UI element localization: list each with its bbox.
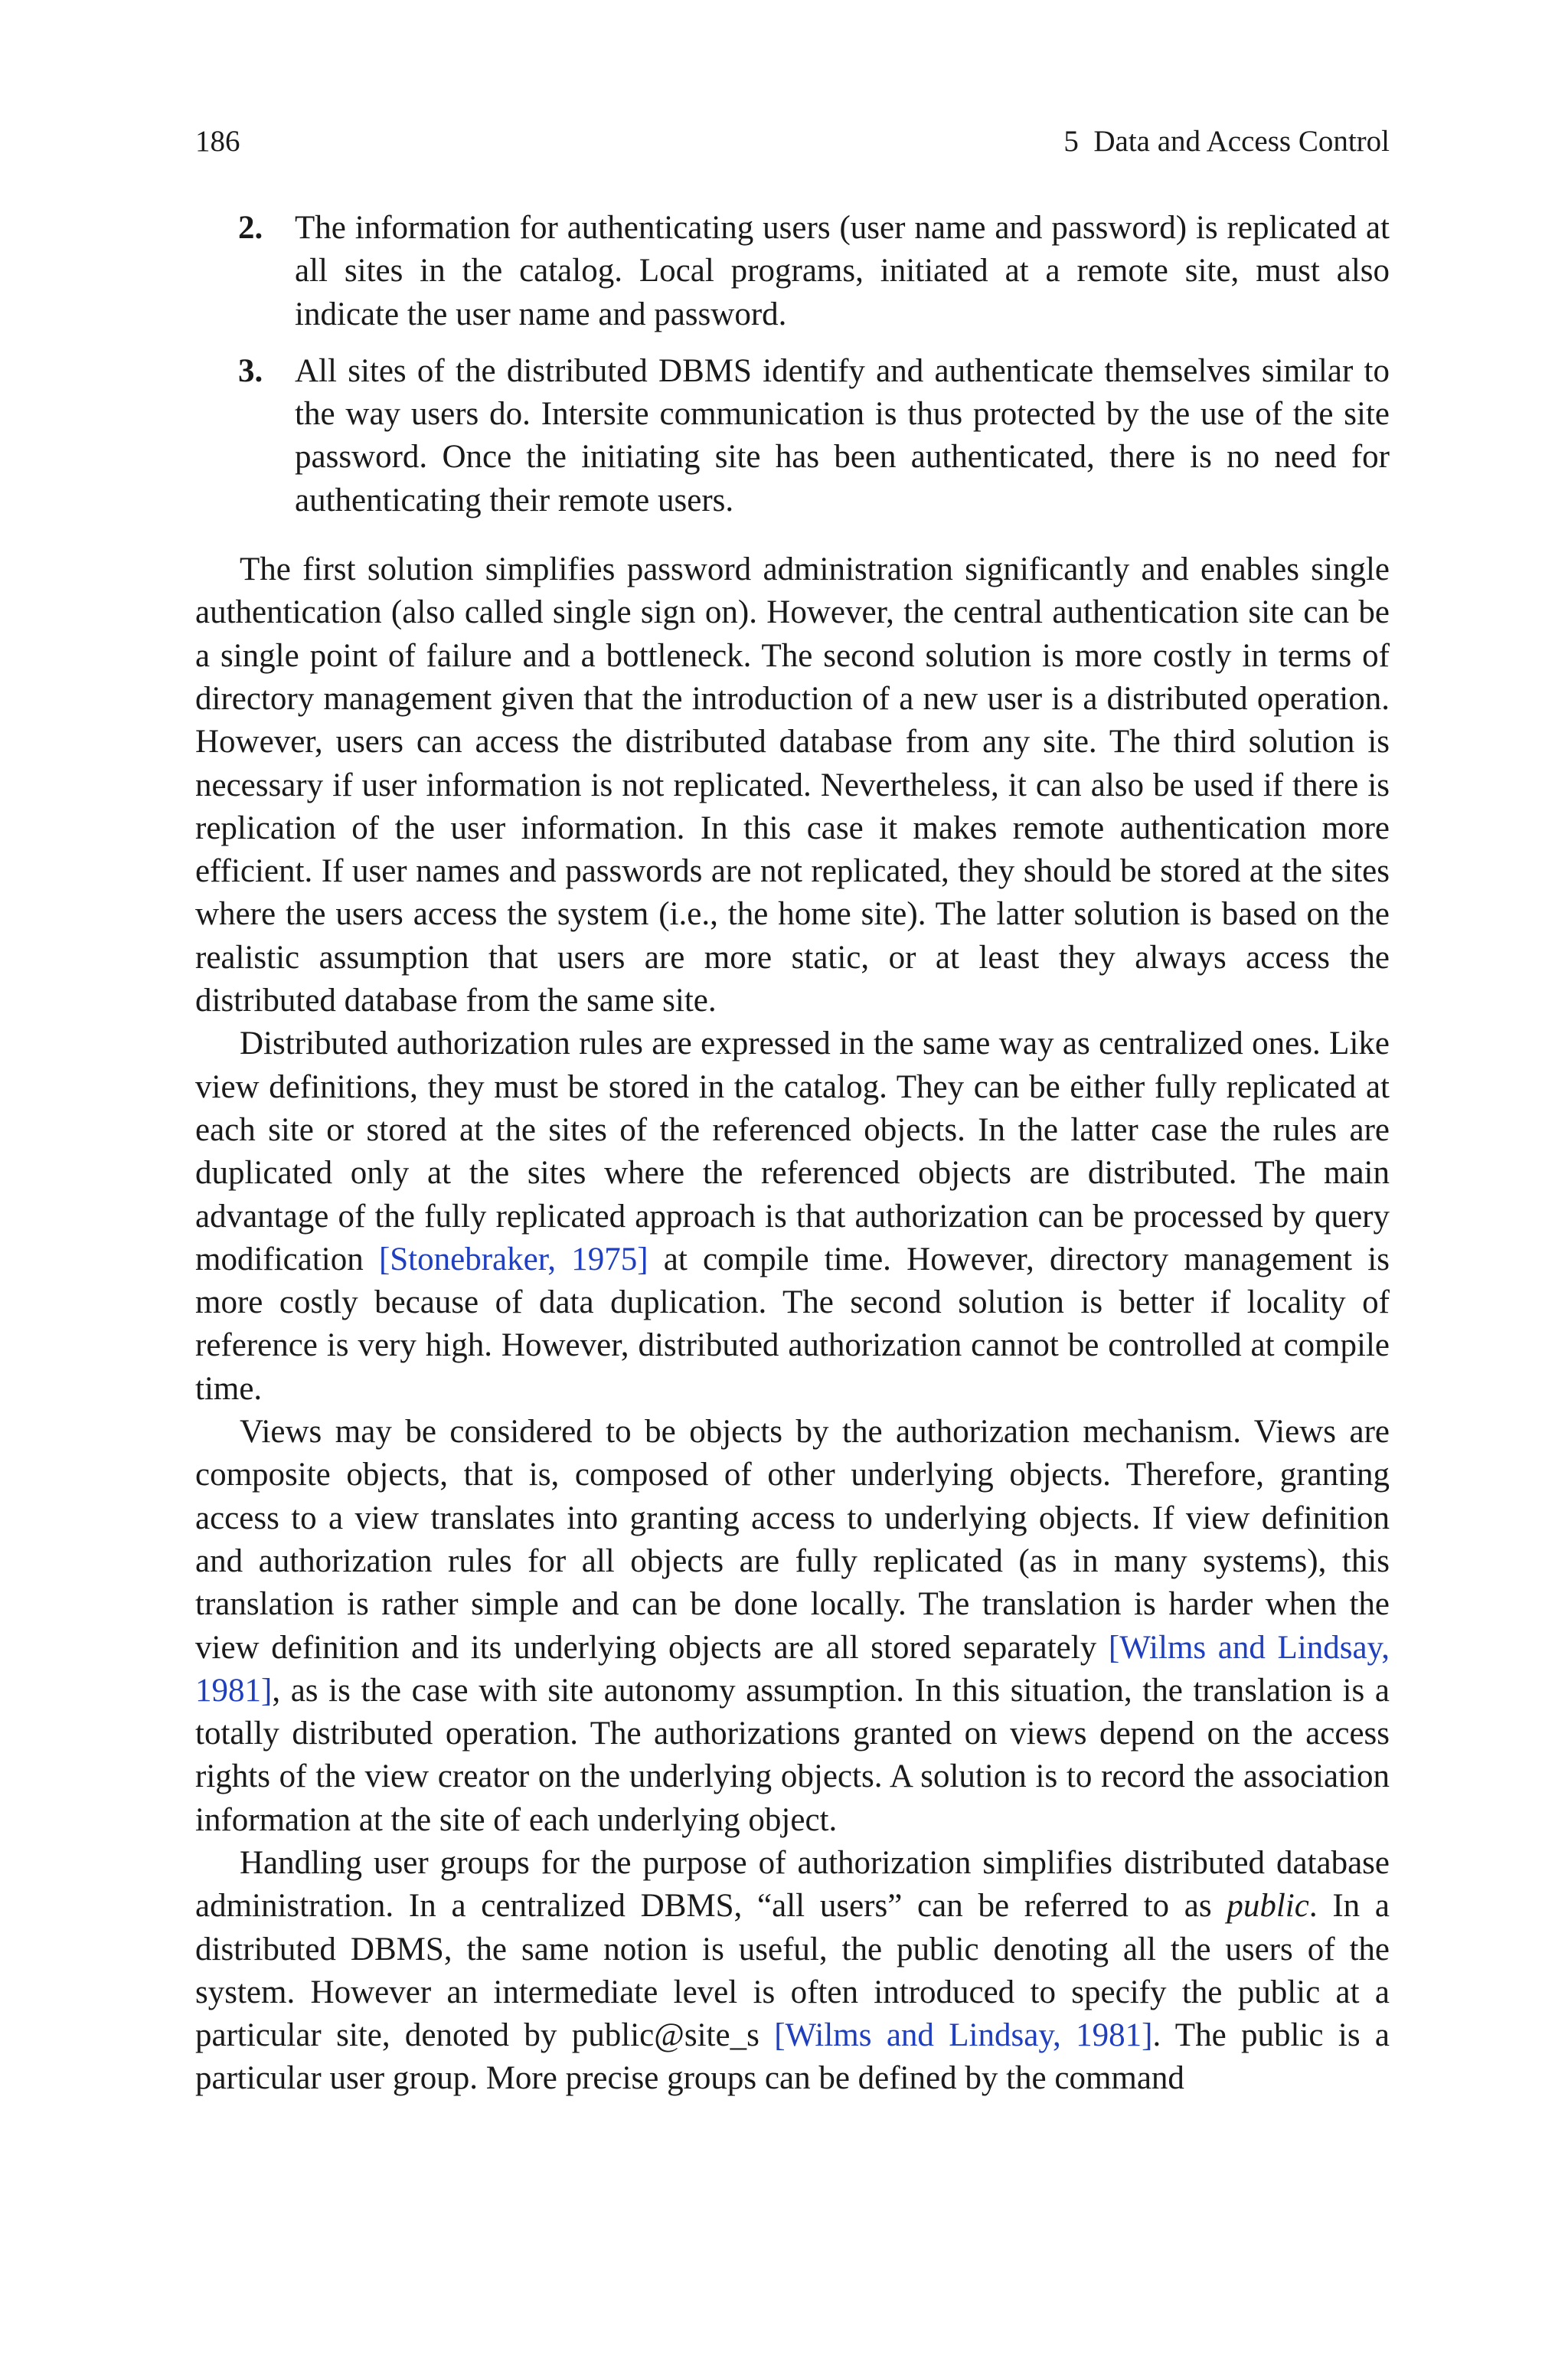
- paragraph-text: Views may be considered to be objects by the authorization mechanism. Views are composite objects, that is, composed of other underlying objects. Therefore, granting access to a view translates into granting access to underlying objects. If view definition and authorization rules for all objects are fully replicated (as in many systems), this translation is rather simple and can be done locally. The translation is harder when the view definition and its underlying objects are all stored separately: [195, 1414, 1390, 1666]
- paragraph-user-groups: [195, 1842, 1390, 2101]
- emphasis-public: public: [1227, 1888, 1309, 1925]
- paragraph-text: [760, 2017, 774, 2053]
- numbered-list: [195, 207, 1390, 522]
- page-number: 186: [195, 125, 240, 158]
- paragraph-authentication-solutions: The first solution simplifies password administration significantly and enables single authentication (also called single sign on). However, the central authentication site can be a single point of failure and a bottleneck. The second solution is more costly in terms of directory management given that the introduction of a new user is a distributed operation. However, users can access the distributed database from any site. The third solution is necessary if user information is not replicated. Nevertheless, it can also be used if there is replication of the user information. In this case it makes remote authentication more efficient. If user names and passwords are not replicated, they should be stored at the sites where the users access the system (i.e., the home site). The latter solution is based on the realistic assumption that users are more static, or at least they always access the distributed database from the same site.: [195, 551, 1390, 1019]
- paragraph-text: . The public is a particular user group. More precise groups can be defined by the command: [195, 2017, 1390, 2097]
- citation-link[interactable]: [Stonebraker, 1975]: [378, 1241, 648, 1277]
- page: [195, 123, 1390, 2101]
- paragraph-text: at compile time. However, directory management is more costly because of data duplication. The second solution is better if locality of reference is very high. However, distributed authorization cannot be controlled at compile time.: [195, 1241, 1390, 1407]
- list-item-text: The information for authenticating users (user name and password) is replicated at all sites in the catalog. Local programs, initiated at a remote site, must also indicate the user name and password.: [295, 210, 1390, 332]
- list-item: [195, 207, 1390, 336]
- list-item: [195, 350, 1390, 522]
- chapter-title: 5 Data and Access Control: [1063, 125, 1390, 158]
- paragraph-text: . In a distributed DBMS, the same notion is useful, the public denoting all the users of the system. However an intermediate level is often introduced to specify the public at a particular site, denoted by public@site: [195, 1888, 1390, 2054]
- subscript-s: _s: [730, 2017, 760, 2054]
- paragraph-text: Distributed authorization rules are expressed in the same way as centralized ones. Like view definitions, they must be stored in the catalog. They can be either fully replicated at each site or stored at the sites of the referenced objects. In the latter case the rules are duplicated only at the sites where the referenced objects are distributed. The main advantage of the fully replicated approach is that authorization can be processed by query modification: [195, 1025, 1390, 1277]
- running-head: [195, 123, 1390, 161]
- paragraph-text: , as is the case with site autonomy assumption. In this situation, the translation is a totally distributed operation. The authorizations granted on views depend on the access rights of the view creator on the underlying objects. A solution is to record the association information at the site of each underlying object.: [195, 1672, 1390, 1838]
- citation-link[interactable]: [Wilms and Lindsay, 1981]: [774, 2017, 1153, 2054]
- citation-link[interactable]: [Wilms and Lindsay, 1981]: [195, 1629, 1390, 1709]
- list-item-number: 2.: [238, 210, 263, 246]
- paragraph-text: Handling user groups for the purpose of authorization simplifies distributed database administration. In a centralized DBMS, “all users” can be referred to as: [195, 1844, 1390, 1925]
- paragraph-views: [195, 1411, 1390, 1842]
- list-item-text: All sites of the distributed DBMS identify and authenticate themselves similar to the way users do. Intersite communication is thus protected by the use of the site password. Once the initiating site has been authenticated, there is no need for authenticating their remote users.: [295, 352, 1390, 518]
- paragraph-authorization-rules: [195, 1022, 1390, 1411]
- list-item-number: 3.: [238, 352, 263, 389]
